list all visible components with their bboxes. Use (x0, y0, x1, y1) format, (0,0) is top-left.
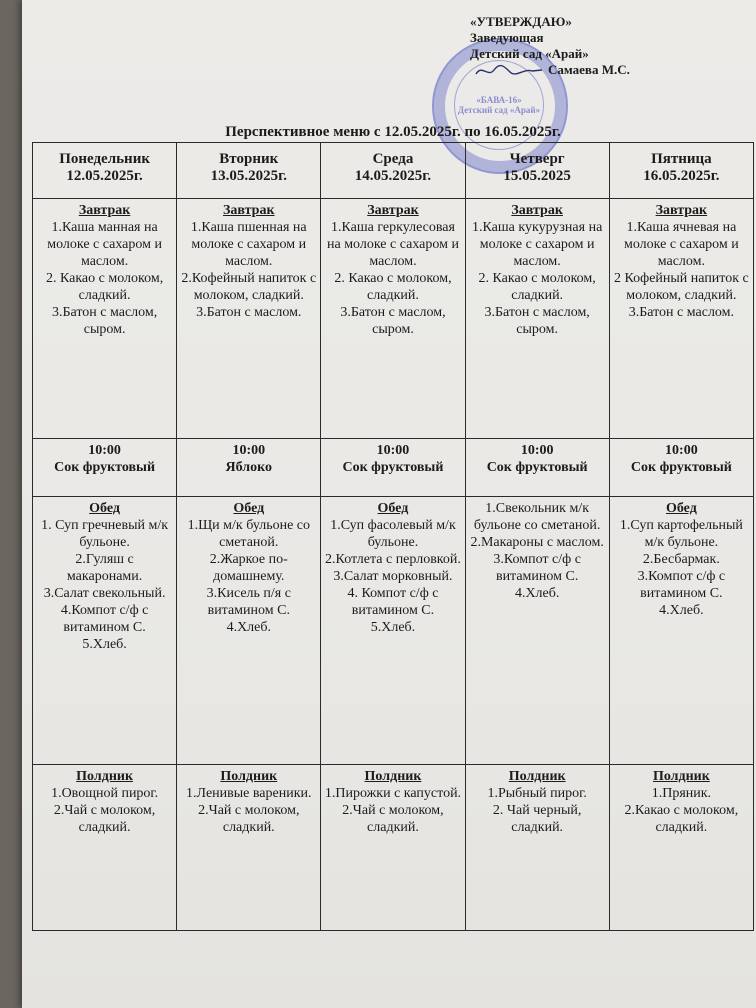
menu-text: 2.Жаркое по-домашнему. (209, 552, 288, 584)
lunch-cell-4 (609, 497, 753, 765)
menu-text: 1.Щи м/к бульоне со сметаной. (187, 518, 310, 550)
approval-organization: Детский сад «Арай» (470, 46, 589, 61)
breakfast-cell-2 (321, 199, 465, 439)
menu-text: 1.Ленивые вареники. (186, 786, 312, 801)
menu-text: 5.Хлеб. (370, 620, 416, 635)
table-row-breakfast (33, 199, 754, 439)
menu-text: 2.Чай с молоком, сладкий. (342, 803, 444, 835)
menu-text: Среда (372, 151, 414, 167)
menu-text: 2.Бесбармак. (642, 552, 720, 567)
stamp-line-2: Детский сад «Арай» (457, 105, 541, 115)
menu-text: Сок фруктовый (54, 460, 156, 475)
menu-text: Полдник (652, 769, 710, 784)
menu-text: 4.Хлеб. (514, 586, 560, 601)
menu-text: 2. Какао с молоком, сладкий. (334, 271, 452, 303)
handwritten-signature (474, 62, 544, 80)
snack10-cell-3 (465, 439, 609, 497)
menu-text: Понедельник (59, 151, 150, 167)
afternoon-cell-0 (33, 765, 177, 931)
menu-text: 2.Гуляш с макаронами. (66, 552, 143, 584)
breakfast-cell-1 (177, 199, 321, 439)
menu-text: 4.Хлеб. (226, 620, 271, 635)
menu-title: Перспективное меню с 12.05.2025г. по 16.05.2025г. (225, 124, 561, 140)
menu-text: Яблоко (225, 460, 273, 475)
menu-text: 1.Рыбный пирог. (487, 786, 587, 801)
menu-text: 14.05.2025г. (354, 168, 432, 184)
menu-text: Пятница (651, 151, 712, 167)
menu-text: 10:00 (520, 443, 554, 458)
menu-text: 1.Каша манная на молоке с сахаром и маслом. (47, 220, 162, 269)
menu-text: 10:00 (376, 443, 410, 458)
menu-text: 2.Кофейный напиток с молоком, сладкий. (181, 271, 317, 303)
menu-text: 4.Компот с/ф с витамином С. (60, 603, 149, 635)
menu-text: 1.Каша пшенная на молоке с сахаром и маслом. (190, 220, 307, 269)
menu-text: 1.Свекольник м/к бульоне со сметаной. (473, 501, 601, 533)
menu-text: 1.Каша кукурузная на молоке с сахаром и маслом. (472, 220, 603, 269)
menu-text: 2.Какао с молоком, сладкий. (624, 803, 739, 835)
menu-text: 13.05.2025г. (210, 168, 287, 184)
menu-text: 3.Компот с/ф с витамином С. (637, 569, 726, 601)
menu-text: 10:00 (232, 443, 266, 458)
menu-text: 10:00 (88, 443, 121, 458)
menu-text: 2 Кофейный напиток с молоком, сладкий. (613, 271, 749, 303)
approval-position: Заведующая (470, 30, 544, 45)
lunch-cell-3 (465, 497, 609, 765)
menu-text: 1.Пряник. (651, 786, 712, 801)
menu-text: 1. Суп гречневый м/к бульоне. (41, 518, 169, 550)
menu-text: 2. Какао с молоком, сладкий. (478, 271, 596, 303)
menu-text: Завтрак (223, 203, 275, 218)
menu-text: 1.Каша геркулесовая на молоке с сахаром и маслом. (326, 220, 459, 269)
breakfast-cell-0 (33, 199, 177, 439)
menu-text: 1.Суп фасолевый м/к бульоне. (330, 518, 456, 550)
menu-text: 1.Суп картофельный м/к бульоне. (619, 518, 743, 550)
menu-text: 3.Батон с маслом. (628, 305, 735, 320)
menu-text: 2. Какао с молоком, сладкий. (45, 271, 164, 303)
menu-text: 1.Пирожки с капустой. (324, 786, 462, 801)
menu-text: 4.Хлеб. (659, 603, 704, 618)
menu-text: 3.Салат морковный. (333, 569, 453, 584)
breakfast-cell-4 (609, 199, 753, 439)
menu-text: 2.Чай с молоком, сладкий. (53, 803, 156, 835)
lunch-cell-0 (33, 497, 177, 765)
menu-text: Завтрак (367, 203, 419, 218)
day-header-3 (465, 143, 609, 199)
menu-text: Полдник (220, 769, 278, 784)
menu-text: 3.Батон с маслом, сыром. (340, 305, 446, 337)
menu-text: Обед (89, 501, 120, 516)
menu-text: 12.05.2025г. (66, 168, 143, 184)
menu-text: 3.Батон с маслом. (196, 305, 302, 320)
menu-text: Сок фруктовый (630, 460, 732, 475)
menu-text: 3.Салат свекольный. (43, 586, 166, 601)
menu-text: 2. Чай черный, сладкий. (492, 803, 582, 835)
menu-text: 3.Батон с маслом, сыром. (484, 305, 590, 337)
afternoon-cell-1 (177, 765, 321, 931)
menu-text: Завтрак (511, 203, 563, 218)
menu-text: 2.Чай с молоком, сладкий. (198, 803, 300, 835)
snack10-cell-0 (33, 439, 177, 497)
stamp-line-1: «БАВА-16» (476, 95, 522, 105)
menu-text: Сок фруктовый (342, 460, 444, 475)
menu-text: Обед (665, 501, 697, 516)
menu-text: 15.05.2025 (503, 168, 571, 184)
day-header-2 (321, 143, 465, 199)
table-row-days (33, 143, 754, 199)
table-row-snack-10 (33, 439, 754, 497)
lunch-cell-1 (177, 497, 321, 765)
approval-signatory: Самаева М.С. (548, 62, 630, 77)
approval-title: «УТВЕРЖДАЮ» (470, 14, 572, 29)
menu-text: 2.Котлета с перловкой. (325, 552, 461, 567)
menu-text: Обед (233, 501, 265, 516)
menu-table (32, 142, 754, 931)
menu-text: 4. Компот с/ф с витамином С. (347, 586, 439, 618)
snack10-cell-4 (609, 439, 753, 497)
menu-text: Полдник (508, 769, 566, 784)
menu-text: 16.05.2025г. (643, 168, 720, 184)
day-header-4 (609, 143, 753, 199)
menu-text: Сок фруктовый (486, 460, 588, 475)
menu-text: 10:00 (665, 443, 698, 458)
menu-text: 2.Макароны с маслом. (470, 535, 604, 550)
snack10-cell-1 (177, 439, 321, 497)
menu-text: Вторник (219, 151, 279, 167)
menu-text: 3.Компот с/ф с витамином С. (493, 552, 581, 584)
table-row-afternoon-snack (33, 765, 754, 931)
afternoon-cell-3 (465, 765, 609, 931)
menu-text: 3.Батон с маслом, сыром. (51, 305, 158, 337)
menu-text: 3.Кисель п/я с витамином С. (206, 586, 291, 618)
menu-text: Полдник (364, 769, 422, 784)
menu-text: 5.Хлеб. (82, 637, 127, 652)
menu-text: 1.Овощной пирог. (51, 786, 159, 801)
menu-text: Четверг (509, 151, 565, 167)
menu-text: Полдник (76, 769, 134, 784)
day-header-1 (177, 143, 321, 199)
afternoon-cell-2 (321, 765, 465, 931)
snack10-cell-2 (321, 439, 465, 497)
menu-text: Завтрак (78, 203, 131, 218)
lunch-cell-2 (321, 497, 465, 765)
menu-text: Завтрак (655, 203, 708, 218)
afternoon-cell-4 (609, 765, 753, 931)
day-header-0 (33, 143, 177, 199)
menu-text: 1.Каша ячневая на молоке с сахаром и маслом. (623, 220, 739, 269)
table-row-lunch (33, 497, 754, 765)
menu-text: Обед (377, 501, 409, 516)
breakfast-cell-3 (465, 199, 609, 439)
